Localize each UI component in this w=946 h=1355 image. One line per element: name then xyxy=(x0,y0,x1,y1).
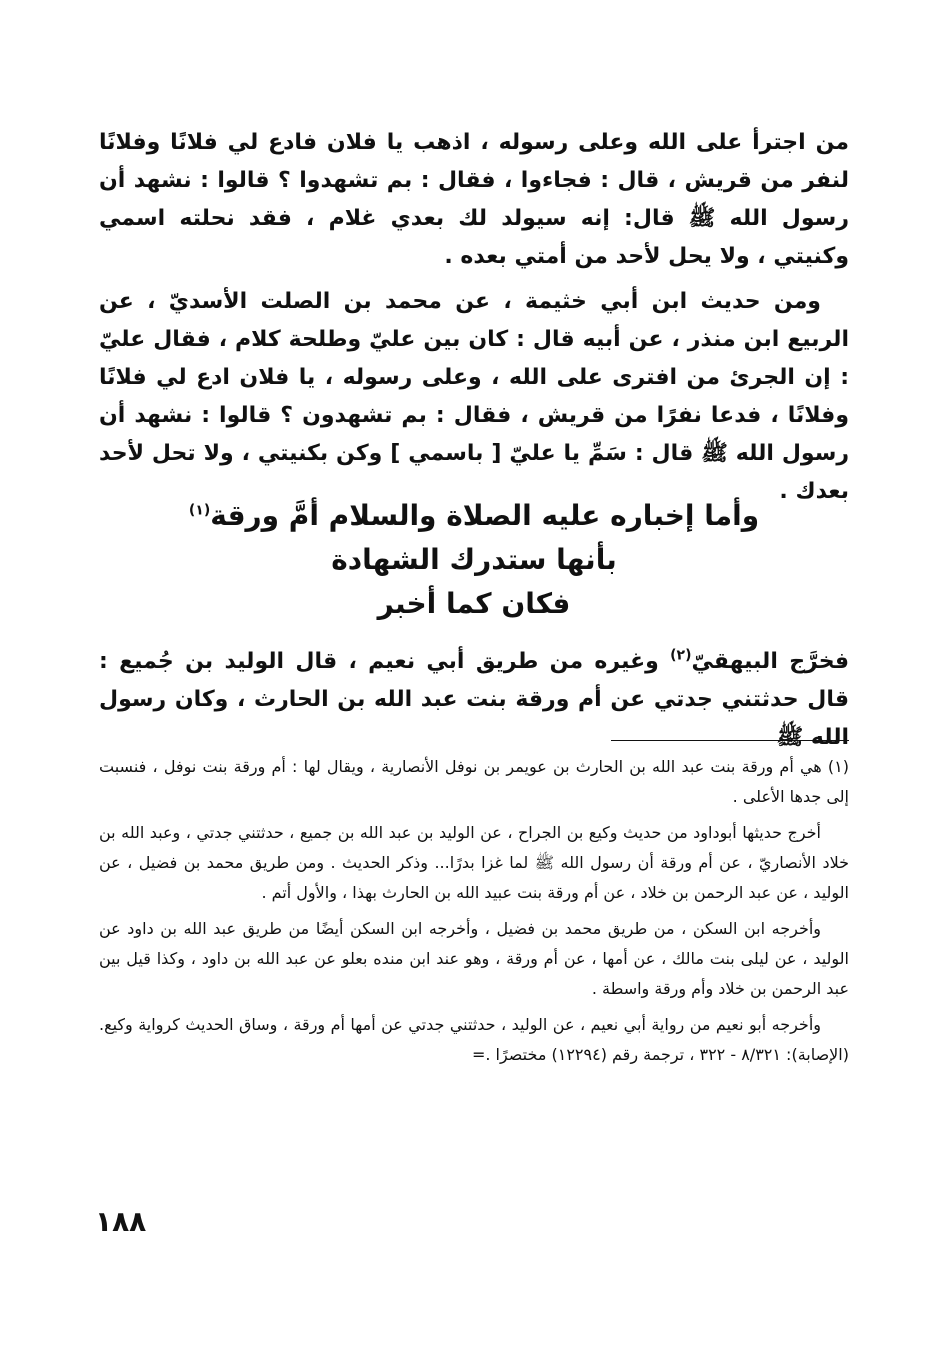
footnote-paragraph-4: وأخرجه أبو نعيم من رواية أبي نعيم ، عن الوليد ، حدثتني جدتي عن أمها أم ورقة ، وساق الحديث كرواية وكيع. (الإصابة): ٨/٣٢١ - ٣٢٢ ، ترجمة رقم (١٢٢٩٤) مختصرًا .= xyxy=(99,1015,849,1064)
footnote-1: (١) هي أم ورقة بنت عبد الله بن الحارث بن عويمر بن نوفل الأنصارية ، ويقال لها : أم ورقة بنت نوفل ، فنسبت إلى جدها الأعلى . xyxy=(99,757,849,806)
body-paragraph-1 xyxy=(99,124,849,276)
footnote-paragraph-3: وأخرجه ابن السكن ، من طريق محمد بن فضيل ، وأخرجه ابن السكن أيضًا من طريق عبد الله بن داود عن الوليد ، عن ليلى بنت مالك ، عن أمها ، عن أم ورقة ، وهو عند ابن منده بعلو عن عبد الله بن داود ، وكذا قيل بين عبد الرحمن بن خلاد وأم ورقة واسطة . xyxy=(99,919,849,998)
footnote-divider xyxy=(611,740,849,741)
paragraph-3-rest: وغيره من طريق أبي نعيم ، قال الوليد بن جُميع : قال حدثتني جدتي عن أم ورقة بنت عبد الله بن الحارث ، وكان رسول الله ﷺ xyxy=(99,649,849,750)
page-number: ١٨٨ xyxy=(95,1205,147,1238)
heading-line-2: بأنها ستدرك الشهادة xyxy=(331,543,617,576)
paragraph-3-start: فخرَّج البيهقيّ xyxy=(691,649,850,674)
section-heading xyxy=(99,494,849,626)
footnote-ref-2: (٢) xyxy=(670,647,692,664)
heading-line-1 xyxy=(99,494,849,538)
footnotes xyxy=(99,752,849,1076)
heading-line-3: فكان كما أخبر xyxy=(377,587,571,620)
paragraph-1-text: من اجترأ على الله وعلى رسوله ، اذهب يا فلان فادع لي فلانًا وفلانًا لنفر من قريش ، قال : فجاءوا ، فقال : بم تشهدوا ؟ قالوا : نشهد أن رسول الله ﷺ قال: إنه سيولد لك بعدي غلام ، فقد نحلته اسمي وكنيتي ، ولا يحل لأحد من أمتي بعده . xyxy=(99,130,849,269)
footnote-paragraph-2: أخرج حديثها أبوداود من حديث وكيع بن الجراح ، عن الوليد بن عبد الله بن جميع ، حدثتني جدتي ، وعبد الله بن خلاد الأنصاريّ ، عن أم ورقة أن رسول الله ﷺ لما غزا بدرًا... وذكر الحديث . ومن طريق محمد بن فضيل ، عن الوليد ، عن عبد الرحمن بن خلاد ، عن أم ورقة بنت عبيد الله بن الحارث بهذا ، والأول أتم . xyxy=(99,823,849,902)
paragraph-2-text: ومن حديث ابن أبي خثيمة ، عن محمد بن الصلت الأسديّ ، عن الربيع ابن منذر ، عن أبيه قال : كان بين عليّ وطلحة كلام ، فقال عليّ : إن الجرئ من افترى على الله ، وعلى رسوله ، يا فلان ادع لي فلانًا وفلانًا ، فدعا نفرًا من قريش ، فقال : بم تشهدون ؟ قالوا : نشهد أن رسول الله ﷺ قال : سَمِّ يا عليّ [ باسمي ] وكن بكنيتي ، ولا تحل لأحد بعدك . xyxy=(99,289,849,504)
heading-line-1-text: وأما إخباره عليه الصلاة والسلام أمَّ ورقة xyxy=(210,499,760,532)
footnote-ref-1: (١) xyxy=(188,502,211,519)
body-paragraph-2 xyxy=(99,283,849,511)
